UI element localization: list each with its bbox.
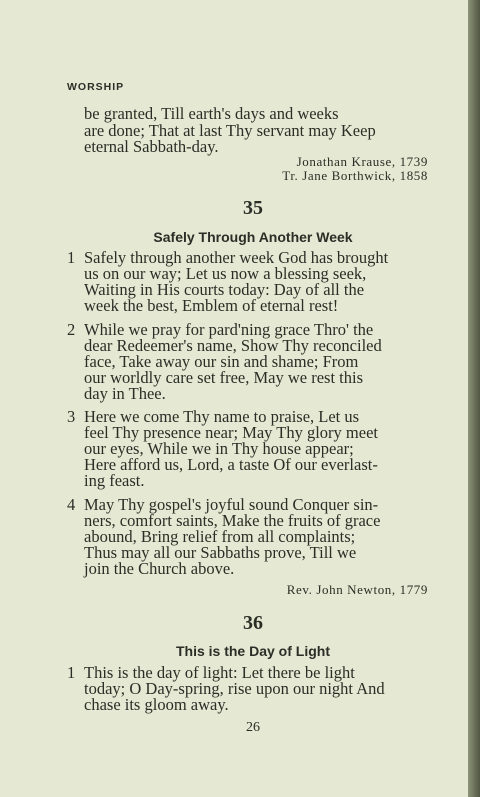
verse-line: This is the day of light: Let there be light: [84, 663, 355, 682]
author-credit: Rev. John Newton, 1779: [286, 582, 428, 597]
page-number: 26: [246, 720, 260, 735]
verse-line: today; O Day-spring, rise upon our night And: [84, 679, 385, 698]
carryover-line: are done; That at last Thy servant may Keep: [84, 121, 376, 140]
verse-line: While we pray for pard'ning grace Thro' the: [84, 320, 374, 339]
hymn-number: 36: [243, 612, 263, 634]
verse-line: join the Church above.: [84, 559, 235, 578]
verse-line: day in Thee.: [84, 384, 166, 403]
verse-line: face, Take away our sin and shame; From: [84, 352, 359, 371]
verse-line: Here afford us, Lord, a taste Of our everlast-: [84, 455, 378, 474]
stanza-number: 2: [67, 320, 76, 339]
stanza-number: 1: [67, 248, 76, 267]
verse-line: feel Thy presence near; May Thy glory meet: [84, 423, 378, 442]
verse-line: our worldly care set free, May we rest this: [84, 368, 364, 387]
verse-line: chase its gloom away.: [84, 695, 229, 714]
running-header: WORSHIP: [67, 81, 125, 93]
verse-line: May Thy gospel's joyful sound Conquer sin-: [84, 495, 379, 514]
verse-line: our eyes, While we in Thy house appear;: [84, 439, 354, 458]
hymn-number: 35: [243, 197, 263, 219]
verse-line: us on our way; Let us now a blessing seek,: [84, 264, 367, 283]
stanza-number: 1: [67, 663, 76, 682]
stanza-number: 3: [67, 407, 76, 426]
stanza-number: 4: [67, 495, 76, 514]
verse-line: Here we come Thy name to praise, Let us: [84, 407, 360, 426]
carryover-line: eternal Sabbath-day.: [84, 137, 219, 156]
verse-line: ing feast.: [84, 471, 145, 490]
author-credit: Jonathan Krause, 1739: [296, 154, 428, 169]
verse-line: abound, Bring relief from all complaints;: [84, 527, 356, 546]
verse-line: week the best, Emblem of eternal rest!: [84, 296, 339, 315]
carryover-line: be granted, Till earth's days and weeks: [84, 104, 339, 123]
verse-line: Safely through another week God has brought: [84, 248, 389, 267]
verse-line: ners, comfort saints, Make the fruits of grace: [84, 511, 381, 530]
page-edge-shadow: [468, 0, 480, 797]
verse-line: Thus may all our Sabbaths prove, Till we: [84, 543, 357, 562]
hymn-title: Safely Through Another Week: [153, 229, 353, 245]
hymn-title: This is the Day of Light: [175, 643, 330, 659]
verse-line: Waiting in His courts today: Day of all the: [84, 280, 365, 299]
translator-credit: Tr. Jane Borthwick, 1858: [282, 168, 428, 183]
verse-line: dear Redeemer's name, Show Thy reconciled: [84, 336, 382, 355]
